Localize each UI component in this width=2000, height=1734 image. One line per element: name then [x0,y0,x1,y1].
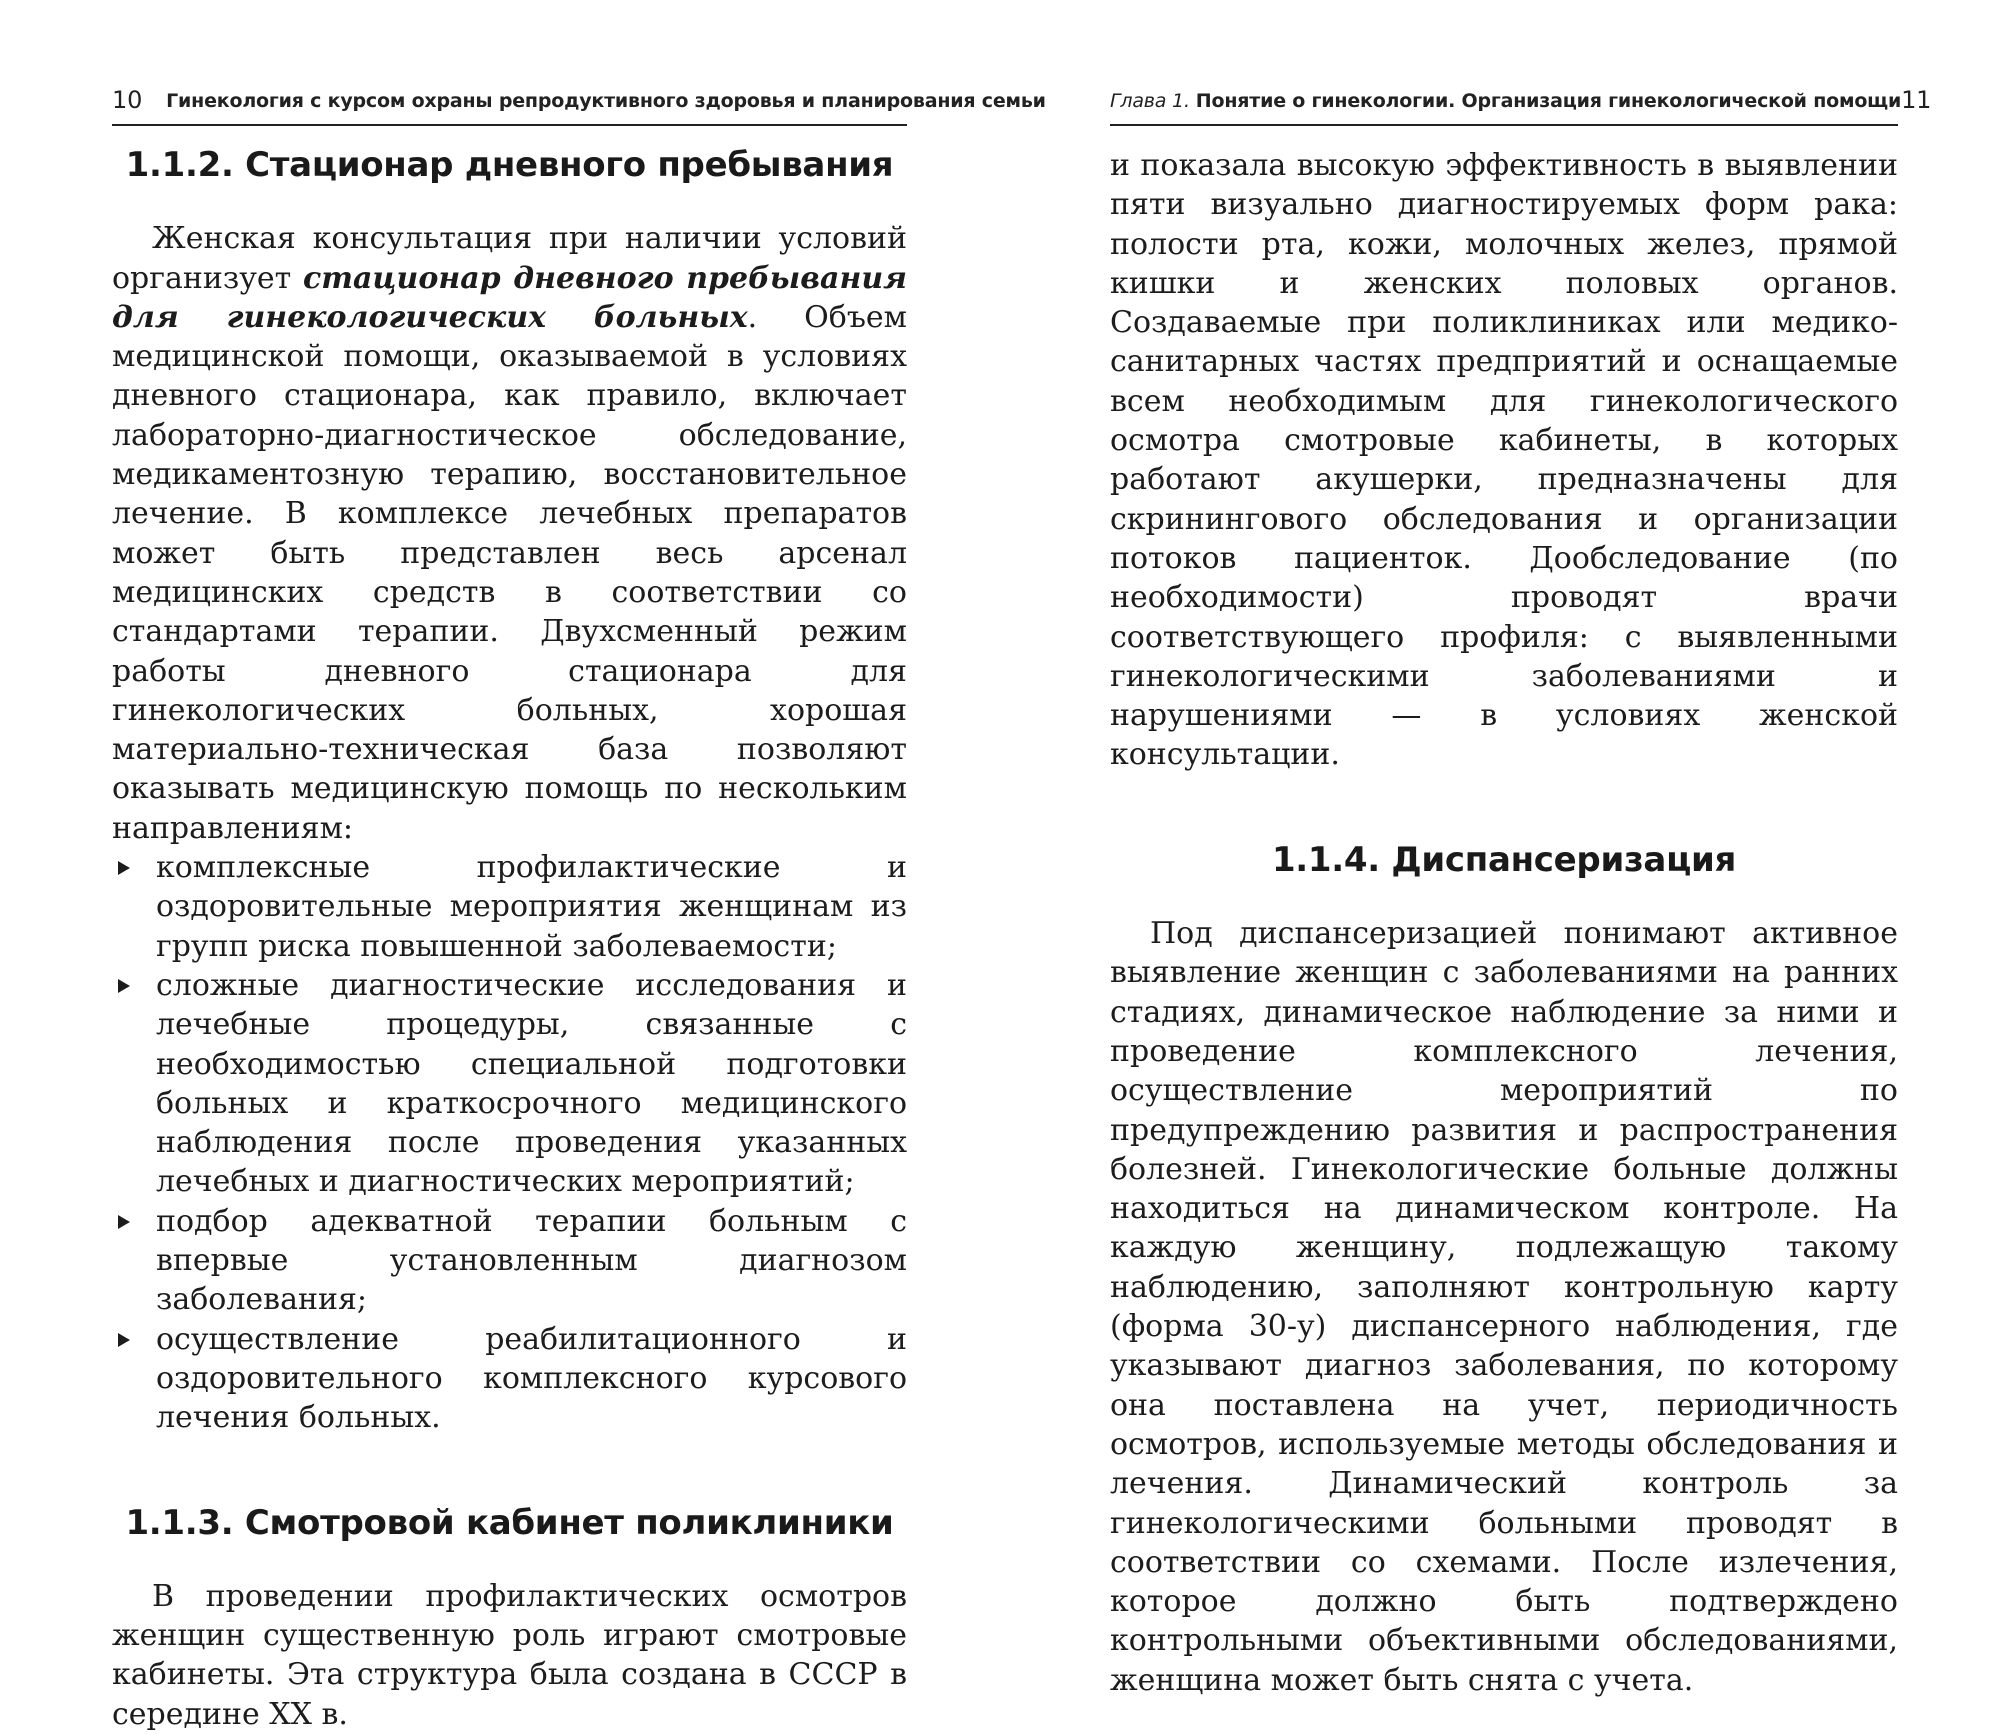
list-item [112,966,907,1202]
list-item [112,848,907,966]
right-page-content [1110,146,1898,1700]
paragraph-text: . Объем медицинской помощи, оказываемой в условиях дневного стационара, как правило, включает лабораторно-диагностическое обследование, медикаментозную терапию, восстановительное лечение. В комплексе лечебных препаратов может быть представлен весь арсенал медицинских средств в соответствии со стандартами терапии. Двухсменный режим работы дневного стационара для гинекологических больных, хорошая материально-техническая база позволяют оказывать медицинскую помощь по нескольким направлениям: [112,299,908,846]
list-item-text: осуществление реабилитационного и оздоровительного комплексного курсового лечения больных. [156,1321,907,1436]
triangle-bullet-icon [118,979,130,993]
list-item [112,1202,907,1320]
right-page [1000,0,2000,1698]
paragraph-text: Женская консультация при наличии условий организует [112,221,907,296]
list-item [112,1320,907,1438]
running-head-title-right [1110,86,1901,112]
paragraph-day-hospital [112,219,907,848]
paragraph-emphasis: стационар дневного пребывания для гинекологических больных [112,260,908,335]
list-item-text: комплексные профилактические и оздоровительные мероприятия женщинам из групп риска повышенной заболеваемости; [156,850,907,964]
triangle-bullet-icon [118,861,130,875]
running-head-right [1110,86,1932,126]
section-title-1-1-4: 1.1.4. Диспансеризация [1271,839,1737,880]
running-head-title-left: Гинекология с курсом охраны репродуктивного здоровья и планирования семьи [166,90,1046,112]
paragraph-dispensary: Под диспансеризацией понимают активное выявление женщин с заболеваниями на ранних стадиях, динамическое наблюдение за ними и проведение комплексного лечения, осуществление мероприятий по предупреждению развития и распространения болезней. Гинекологические больные должны находиться на динамическом контроле. На каждую женщину, подлежащую такому наблюдению, заполняют контрольную карту (форма 30-у) диспансерного наблюдения, где указывают диагноз заболевания, по которому она поставлена на учет, периодичность осмотров, используемые методы обследования и лечения. Динамический контроль за гинекологическими больными проводят в соответствии со схемами. После излечения, которое должно быть подтверждено контрольными объективными обследованиями, женщина может быть снята с учета. [1110,916,1898,1698]
paragraph-continuation: и показала высокую эффективность в выявлении пяти визуально диагностируемых форм рака: полости рта, кожи, молочных желез, прямой кишки и женских половых органов. Создаваемые при поликлиниках или медико-санитарных частях предприятий и оснащаемые всем необходимым для гинекологического осмотра смотровые кабинеты, в которых работают акушерки, предназначены для скринингового обследования и организации потоков пациенток. Дообследование (по необходимости) проводят врачи соответствующего профиля: с выявленными гинекологическими заболеваниями и нарушениями — в условиях женской консультации. [1110,148,1898,773]
triangle-bullet-icon [118,1215,130,1229]
page-number-right: 11 [1901,86,1932,114]
running-head-chapter: Глава 1. [1110,90,1190,112]
list-item-text: сложные диагностические исследования и лечебные процедуры, связанные с необходимостью специальной подготовки больных и краткосрочного медицинского наблюдения после проведения указанных лечебных и диагностических мероприятий; [156,967,907,1200]
section-title-1-1-2: 1.1.2. Стационар дневного пребывания [125,145,894,185]
running-head-chapter-title: Понятие о гинекологии. Организация гинекологической помощи [1195,90,1902,112]
list-item-text: подбор адекватной терапии больным с впервые установленным диагнозом заболевания; [156,1203,907,1318]
running-head-left [112,86,1046,126]
section-title-1-1-3: 1.1.3. Смотровой кабинет поликлиники [125,1502,894,1543]
paragraph-exam-room: В проведении профилактических осмотров женщин существенную роль играют смотровые кабинеты. Эта структура была создана в СССР в середине XX в. [112,1578,907,1732]
page-number-left: 10 [112,86,143,114]
bullet-list [112,848,907,1437]
triangle-bullet-icon [118,1333,130,1347]
left-page-content [112,146,907,1734]
